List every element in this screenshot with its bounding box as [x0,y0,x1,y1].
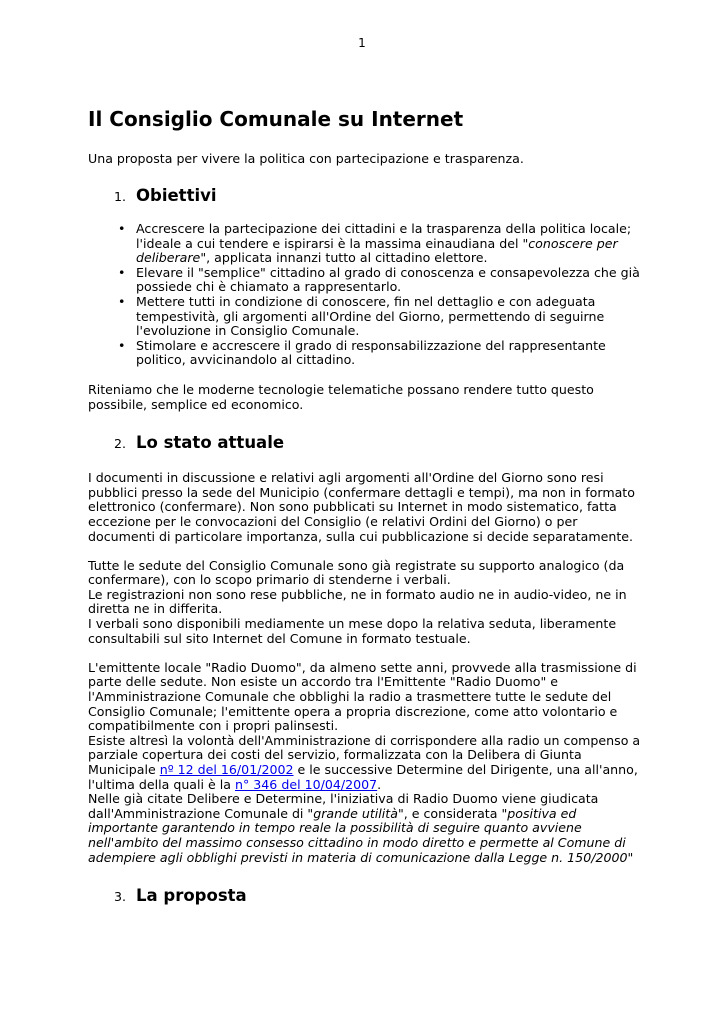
list-item: • Stimolare e accrescere il grado di responsabilizzazione del rappresentante politico, avvicinandolo al cittadino. [118,337,606,368]
document-body [88,106,648,908]
section-heading-stato-attuale [88,432,648,455]
bullet-icon: • [118,264,126,280]
section-heading-la-proposta [88,885,648,908]
section-number: 3. [113,889,126,905]
objectives-list [88,222,648,368]
section-number: 2. [113,436,126,452]
emphasis: grande utilità [313,805,398,821]
subtitle: Una proposta per vivere la politica con partecipazione e trasparenza. [88,151,524,166]
paragraph: Tutte le sedute del Consiglio Comunale sono già registrate su supporto analogico (da confermare), con lo scopo primario di stenderne i verbali. [88,557,625,588]
paragraph: Nelle già citate Delibere e Determine, l'iniziativa di Radio Duomo viene giudicata dall'Amministrazione Comunale di "grande utilità", e considerata "positiva ed importante garantendo in tempo reale la possibilità di seguire quanto avviene nell'ambito del massimo consesso cittadino in modo diretto e permette al Comune di adempiere agli obblighi previsti in materia di comunicazione dalla Legge n. 150/2000" [88,791,634,865]
conclusion-paragraph: Riteniamo che le moderne tecnologie telematiche possano rendere tutto questo possibile, semplice ed economico. [88,381,594,412]
bullet-icon: • [118,337,126,353]
paragraph: Le registrazioni non sono rese pubbliche, ne in formato audio ne in audio-video, ne in diretta ne in differita. [88,586,627,617]
page-number: 1 [358,36,366,50]
paragraph: L'emittente locale "Radio Duomo", da almeno sette anni, provvede alla trasmissione di parte delle sedute. Non esiste un accordo tra l'Emittente "Radio Duomo" e l'Amministrazione Comunale che obblighi la radio a trasmettere tutte le sedute del Consiglio Comunale; l'emittente opera a propria discrezione, come atto volontario e compatibilmente con i propri palinsesti. [88,659,637,734]
paragraph: I verbali sono disponibili mediamente un mese dopo la relativa seduta, liberamente consultabili sul sito Internet del Comune in formato testuale. [88,616,617,646]
section-heading-obiettivi [88,185,648,208]
bullet-icon: • [118,293,126,309]
list-item: • Elevare il "semplice" cittadino al grado di conoscenza e consapevolezza che già possiede chi è chiamato a rappresentarlo. [118,264,640,295]
paragraph: I documenti in discussione e relativi agli argomenti all'Ordine del Giorno sono resi pubblici presso la sede del Municipio (confermare dettagli e tempi), ma non in formato elettronico (confermare). Non sono pubblicati su Internet in modo sistematico, fatta eccezione per le convocazioni del Consiglio (e relativi Ordini del Giorno) o per documenti di particolare importanza, sulla cui pubblicazione si decide separatamente. [88,470,635,544]
emphasis: conoscere per deliberare [136,235,618,266]
list-item: • Mettere tutti in condizione di conoscere, fin nel dettaglio e con adeguata tempestività, gli argomenti all'Ordine del Giorno, permettendo di seguirne l'evoluzione in Consiglio Comunale. [118,293,605,339]
section-number: 1. [113,189,126,204]
section-title: Obiettivi [136,186,217,205]
page-title: Il Consiglio Comunale su Internet [88,107,464,131]
section-title: Lo stato attuale [136,433,285,453]
list-item: • Accrescere la partecipazione dei cittadini e la trasparenza della politica locale; l'ideale a cui tendere e ispirarsi è la massima einaudiana del "conoscere per deliberare", applicata innanzi tutto al cittadino elettore. [118,221,632,266]
emphasis: positiva ed importante garantendo in tempo reale la possibilità di seguire quanto avviene nell'ambito del massimo consesso cittadino in modo diretto e permette al Comune di adempiere agli obblighi previsti in materia di comunicazione dalla Legge n. 150/2000 [88,805,628,865]
bullet-icon: • [118,221,126,236]
delibera-link[interactable]: nº 12 del 16/01/2002 [159,762,294,777]
section-title: La proposta [136,886,247,906]
determina-link[interactable]: n° 346 del 10/04/2007 [235,776,378,792]
paragraph: Esiste altresì la volontà dell'Amministrazione di corrispondere alla radio un compenso a parziale copertura dei costi del servizio, formalizzata con la Delibera di Giunta Municipale nº 12 del 16/01/2002 e le successive Determine del Dirigente, una all'anno, l'ultima della quali è la n° 346 del 10/04/2007. [88,732,641,792]
